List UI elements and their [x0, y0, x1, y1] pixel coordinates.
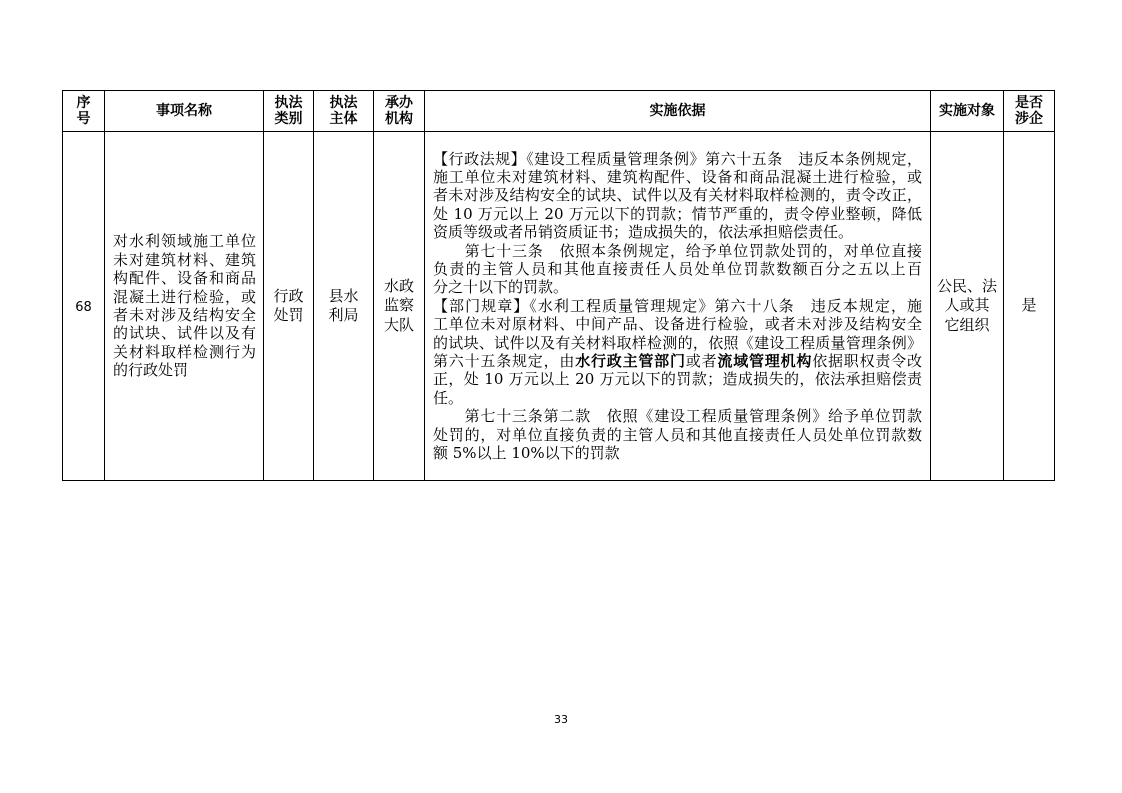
header-item-name-label: 事项名称 — [156, 103, 212, 119]
basis-line: 【行政法规】《建设工程质量管理条例》第六十五条 违反本条例规定， — [433, 149, 922, 168]
basis-line: 任。 — [433, 388, 464, 407]
header-subject — [314, 91, 374, 132]
item-name-text: 对水利领域施工单位未对建筑材料、建筑构配件、设备和商品混凝土进行检验，或者未对涉及结构安全的试块、试件以及有关材料取样检测行为的行政处罚 — [113, 232, 256, 380]
basis-text — [433, 150, 922, 463]
basis-emphasis: 流域管理机构 — [717, 352, 813, 371]
cell-target — [931, 132, 1004, 481]
basis-line: 资质等级或者吊销资质证书；造成损失的，依法承担赔偿责任。 — [433, 223, 854, 242]
header-item-name — [105, 91, 264, 132]
header-target — [931, 91, 1004, 132]
target-text: 公民、法 人或其 它组织 — [936, 276, 997, 334]
header-basis — [425, 91, 931, 132]
involves-enterprise-text: 是 — [1021, 296, 1037, 315]
header-category-label: 执法 类别 — [274, 95, 303, 127]
basis-line: 第六十五条规定，由水行政主管部门或者流域管理机构依据职权责令改 — [433, 352, 922, 371]
header-basis-label: 实施依据 — [649, 103, 706, 119]
header-row — [63, 91, 1055, 132]
cell-basis — [425, 132, 931, 481]
header-target-label: 实施对象 — [939, 103, 995, 119]
header-category — [264, 91, 314, 132]
header-index — [63, 91, 105, 132]
cell-subject — [314, 132, 374, 481]
enforcement-table — [62, 90, 1055, 481]
cell-handler — [374, 132, 425, 481]
basis-line: 正，处 10 万元以上 20 万元以下的罚款；造成损失的，依法承担赔偿责 — [433, 370, 922, 389]
basis-line: 分之十以下的罚款。 — [433, 278, 569, 297]
basis-line: 的试块、试件以及有关材料取样检测的，依照《建设工程质量管理条例》 — [433, 333, 922, 352]
cell-index — [63, 132, 105, 481]
header-involves-enterprise — [1004, 91, 1055, 132]
basis-line: 者未对涉及结构安全的试块、试件以及有关材料取样检测的，责令改正， — [433, 186, 922, 205]
handler-text: 水政 监察 大队 — [383, 276, 414, 334]
basis-line: 【部门规章】《水利工程质量管理规定》第六十八条 违反本规定，施 — [433, 296, 922, 315]
header-subject-label: 执法 主体 — [329, 95, 358, 127]
basis-emphasis: 水行政主管部门 — [575, 352, 686, 371]
table-row — [63, 132, 1055, 481]
page-number: 33 — [554, 713, 568, 726]
cell-category — [264, 132, 314, 481]
basis-line: 额 5%以上 10%以下的罚款 — [433, 444, 620, 463]
basis-line: 第七十三条 依照本条例规定，给予单位罚款处罚的，对单位直接 — [433, 241, 922, 260]
basis-line: 施工单位未对建筑材料、建筑构配件、设备和商品混凝土进行检验，或 — [433, 167, 922, 186]
header-index-label: 序 号 — [76, 95, 91, 127]
header-handler-label: 承办 机构 — [385, 95, 413, 127]
cell-item-name — [105, 132, 264, 481]
basis-line: 处 10 万元以上 20 万元以下的罚款；情节严重的，责令停业整顿，降低 — [433, 204, 922, 223]
row-index: 68 — [75, 300, 92, 315]
category-text: 行政 处罚 — [273, 286, 304, 324]
header-handler — [374, 91, 425, 132]
header-involves-enterprise-label: 是否 涉企 — [1015, 95, 1043, 127]
basis-line: 负责的主管人员和其他直接责任人员处单位罚款数额百分之五以上百 — [433, 259, 922, 278]
basis-line: 第七十三条第二款 依照《建设工程质量管理条例》给予单位罚款 — [433, 407, 922, 426]
basis-line: 工单位未对原材料、中间产品、设备进行检验，或者未对涉及结构安全 — [433, 315, 922, 334]
subject-text: 县水 利局 — [328, 286, 359, 324]
cell-involves-enterprise — [1004, 132, 1055, 481]
basis-line: 处罚的，对单位直接负责的主管人员和其他直接责任人员处单位罚款数 — [433, 425, 922, 444]
